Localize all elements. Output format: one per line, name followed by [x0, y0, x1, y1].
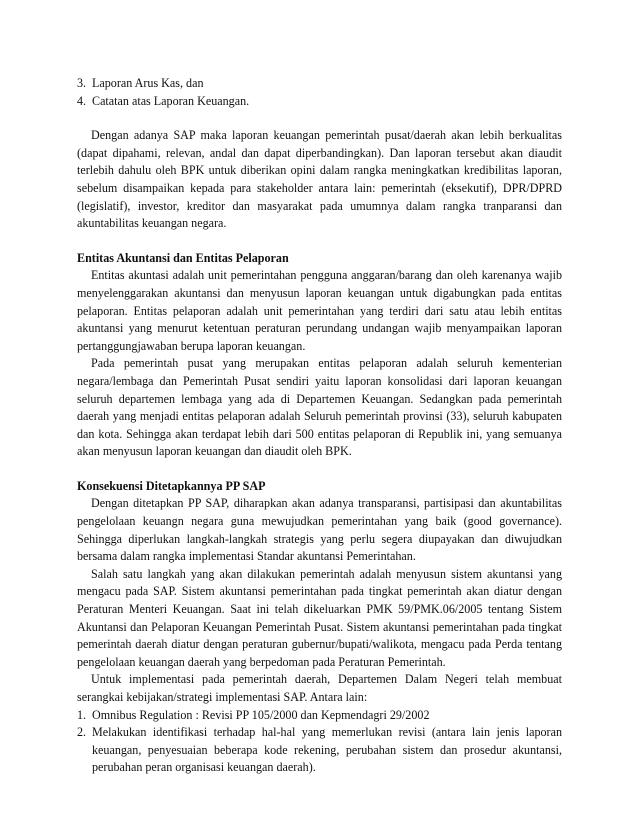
- paragraph: Entitas akuntasi adalah unit pemerintahan pengguna anggaran/barang dan oleh karenanya wajib menyelenggarakan akuntansi dan menyusun laporan keuangan untuk digabungkan pada entitas pelaporan. Entitas pelaporan adalah unit pemerintahan yang terdiri dari satu atau lebih entitas akuntansi yang menurut ketentuan peraturan perundang undangan wajib menyampaikan laporan pertanggungjawaban berupa laporan keuangan.: [77, 268, 562, 353]
- list-text: Omnibus Regulation : Revisi PP 105/2000 dan Kepmendagri 29/2002: [92, 707, 430, 722]
- paragraph: Salah satu langkah yang akan dilakukan pemerintah adalah menyusun sistem akuntansi yang mengacu pada SAP. Sistem akuntansi pemerintahan pada tingkat pemerintah akan diatur dengan Peraturan Menteri Keuangan. Saat ini telah dikeluarkan PMK 59/PMK.06/2005 tentang Sistem Akuntansi dan Pelaporan Keuangan Pemerintah Pusat. Sistem akuntansi pemerintahan pada tingkat pemerintah daerah diatur dengan peraturan gubernur/bupati/walikota, mengacu pada Perda tentang pengelolaan keuangan daerah yang berpedoman pada Peraturan Pemerintah.: [77, 566, 562, 669]
- list-text: Catatan atas Laporan Keuangan.: [92, 93, 250, 108]
- intro-paragraph: Dengan adanya SAP maka laporan keuangan pemerintah pusat/daerah akan lebih berkualitas (dapat dipahami, relevan, andal dan dapat diperbandingkan). Dan laporan tersebut akan diaudit terlebih dahulu oleh BPK untuk diberikan opini dalam rangka meningkatkan kredibilitas laporan, sebelum disampaikan kepada para stakeholder antara lain: pemerintah (eksekutif), DPR/DPRD (legislatif), investor, kreditor dan masyarakat pada umumnya dalam rangka tranparansi dan akuntabilitas keuangan negara.: [77, 128, 562, 231]
- list-number: 1.: [77, 707, 87, 722]
- paragraph: Pada pemerintah pusat yang merupakan entitas pelaporan adalah seluruh kementerian negara/lembaga dan Pemerintah Pusat sendiri yaitu laporan konsolidasi dari laporan keuangan seluruh departemen lembaga yang ada di Departemen Keuangan. Sedangkan pada pemerintah daerah yang menjadi entitas pelaporan adalah Seluruh pemerintah provinsi (33), seluruh kabupaten dan kota. Sehingga akan terdapat lebih dari 500 entitas pelaporan di Republik ini, yang semuanya akan menyusun laporan keuangan dan diaudit oleh BPK.: [77, 356, 562, 459]
- spacer: [77, 461, 562, 478]
- section-heading: Konsekuensi Ditetapkannya PP SAP: [77, 478, 266, 493]
- list-number: 4.: [77, 93, 87, 108]
- list-item: [77, 93, 562, 111]
- paragraph: Untuk implementasi pada pemerintah daerah, Departemen Dalam Negeri telah membuat serangkai kebijakan/strategi implementasi SAP. Antara lain:: [77, 672, 562, 704]
- spacer: [77, 110, 562, 127]
- list-number: 2.: [77, 725, 87, 740]
- paragraph: Dengan ditetapkan PP SAP, diharapkan akan adanya transparansi, partisipasi dan akuntabilitas pengelolaan keuangn negara guna mewujudkan pemerintahan yang baik (good governance). Sehingga diperlukan langkah-langkah strategis yang perlu segera diupayakan dan diwujudkan bersama dalam rangka implementasi Standar akuntansi Pemerintahan.: [77, 496, 562, 564]
- spacer: [77, 233, 562, 250]
- list-item: [77, 707, 562, 725]
- list-number: 3.: [77, 76, 87, 90]
- list-text: Laporan Arus Kas, dan: [92, 76, 204, 90]
- page-content: [77, 75, 562, 777]
- list-text: Melakukan identifikasi terhadap hal-hal yang memerlukan revisi (antara lain jenis laporan keuangan, penyesuaian beberapa kode rekening, perubahan sistem dan prosedur akuntansi, perubahan peran organisasi keuangan daerah).: [92, 725, 562, 775]
- section-heading: Entitas Akuntansi dan Entitas Pelaporan: [77, 250, 289, 265]
- list-item: [77, 75, 562, 93]
- list-item: [77, 724, 562, 777]
